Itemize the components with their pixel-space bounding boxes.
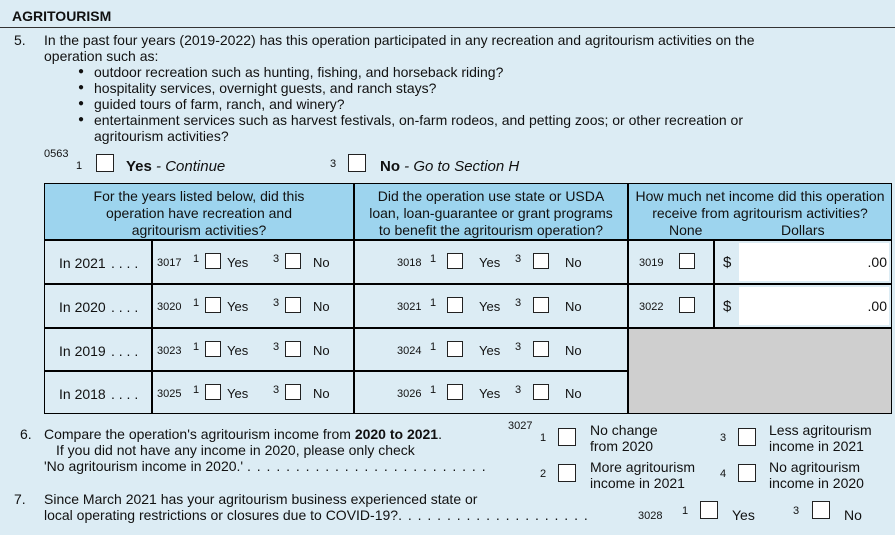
- q7-yes-label: Yes: [732, 507, 755, 523]
- no-label: No: [313, 299, 330, 314]
- q7-number: 7.: [14, 491, 26, 507]
- no-label: No: [565, 343, 582, 358]
- activity-yes-checkbox[interactable]: [205, 297, 221, 313]
- q5-bullet-continuation: agritourism activities?: [94, 128, 229, 144]
- no-label: No: [313, 343, 330, 358]
- loan-no-checkbox[interactable]: [533, 341, 549, 357]
- header-text: How much net income did this operation: [635, 188, 885, 204]
- q7-no-checkbox[interactable]: [812, 501, 830, 519]
- q5-bullet: ● guided tours of farm, ranch, and winery?: [94, 96, 345, 112]
- loan-yes-checkbox[interactable]: [447, 253, 463, 269]
- year-cell: [45, 372, 151, 413]
- header-dollars: Dollars: [781, 222, 825, 238]
- year-cell: [45, 285, 151, 327]
- section-divider: [0, 27, 895, 28]
- year-dots: . . . .: [111, 386, 139, 402]
- cents-label: .00: [867, 254, 887, 270]
- q7-no-number: 3: [793, 505, 800, 517]
- activity-cell: [153, 241, 353, 283]
- q6-no-change-checkbox[interactable]: [558, 428, 576, 446]
- q7-item-code: 3028: [638, 510, 663, 522]
- header-text: loan, loan-guarantee or grant programs: [369, 205, 613, 221]
- q7-yes-number: 1: [682, 505, 689, 517]
- header-text: Did the operation use state or USDA: [377, 188, 605, 204]
- no-number: 3: [515, 253, 522, 265]
- section-title: AGRITOURISM: [12, 8, 112, 24]
- header-text: to benefit the agritourism operation?: [378, 222, 604, 238]
- item-code: 3023: [157, 345, 182, 357]
- loan-no-checkbox[interactable]: [533, 297, 549, 313]
- income-disabled-area: [629, 329, 891, 413]
- loan-cell: [355, 329, 627, 370]
- item-code: 3020: [157, 301, 182, 313]
- yes-label: Yes: [479, 255, 501, 270]
- q7-text-line1: Since March 2021 has your agritourism business experienced state or: [44, 491, 478, 507]
- activity-yes-checkbox[interactable]: [205, 341, 221, 357]
- q6-no-income-checkbox[interactable]: [738, 464, 756, 482]
- dollars-cell: [715, 285, 891, 327]
- loan-yes-checkbox[interactable]: [447, 341, 463, 357]
- q6-option-label: income in 2021: [769, 438, 864, 454]
- yes-label: Yes: [227, 299, 249, 314]
- q6-option-label: from 2020: [590, 438, 654, 454]
- item-code: 3022: [639, 301, 664, 313]
- yes-number: 1: [430, 297, 437, 309]
- activity-no-checkbox[interactable]: [285, 384, 301, 400]
- yes-number: 1: [430, 384, 437, 396]
- activity-cell: [153, 329, 353, 370]
- activity-no-checkbox[interactable]: [285, 253, 301, 269]
- activity-yes-checkbox[interactable]: [205, 253, 221, 269]
- no-label: No: [313, 255, 330, 270]
- q6-text-post: .: [438, 426, 442, 442]
- dollar-sign: $: [723, 298, 732, 315]
- q6-text-line3-main: 'No agritourism income in 2020.': [44, 458, 244, 474]
- no-number: 3: [515, 341, 522, 353]
- year-cell: [45, 329, 151, 370]
- q5-no-label: No: [380, 158, 400, 175]
- q5-no-instruction: - Go to Section H: [404, 158, 520, 175]
- loan-yes-checkbox[interactable]: [447, 297, 463, 313]
- loan-no-checkbox[interactable]: [533, 253, 549, 269]
- q5-bullet: ● hospitality services, overnight guests, and ranch stays?: [94, 80, 436, 96]
- item-code: 3025: [157, 388, 182, 400]
- none-cell: [629, 285, 713, 327]
- q5-no-option: [380, 159, 519, 175]
- q5-number: 5.: [14, 32, 26, 48]
- loan-cell: [355, 372, 627, 413]
- item-code: 3017: [157, 257, 182, 269]
- no-label: No: [565, 386, 582, 401]
- dollar-sign: $: [723, 254, 732, 271]
- header-income: [629, 184, 891, 239]
- no-label: No: [565, 299, 582, 314]
- yes-number: 1: [430, 341, 437, 353]
- q6-option-label: No change: [590, 422, 658, 438]
- q6-number: 6.: [20, 426, 32, 442]
- q6-option-number: 1: [540, 432, 547, 444]
- header-text: receive from agritourism activities?: [652, 205, 868, 221]
- no-number: 3: [273, 253, 280, 265]
- year-dots: . . . .: [111, 299, 139, 315]
- q6-option-label: No agritourism: [769, 459, 861, 475]
- yes-label: Yes: [479, 386, 501, 401]
- yes-number: 1: [193, 341, 200, 353]
- yes-label: Yes: [227, 386, 249, 401]
- q6-text-line1: [44, 426, 442, 442]
- q6-option-number: 4: [720, 468, 727, 480]
- item-code: 3021: [397, 301, 422, 313]
- q5-no-number: 3: [330, 158, 337, 170]
- q5-text-line1: In the past four years (2019-2022) has this operation participated in any recreation and agritourism activities on the: [44, 32, 755, 48]
- q5-yes-instruction: - Continue: [156, 158, 226, 175]
- q7-no-label: No: [844, 507, 862, 523]
- q5-yes-option: [126, 159, 225, 175]
- year-label: In 2018: [59, 386, 106, 402]
- q5-no-checkbox[interactable]: [348, 154, 366, 172]
- q6-option-label: Less agritourism: [769, 422, 872, 438]
- no-label: No: [313, 386, 330, 401]
- q5-yes-number: 1: [76, 160, 83, 172]
- q6-text-line2: If you did not have any income in 2020, please only check: [56, 442, 415, 458]
- income-2020-input[interactable]: [739, 287, 889, 325]
- activity-cell: [153, 285, 353, 327]
- q6-option-number: 3: [720, 432, 727, 444]
- loan-no-checkbox[interactable]: [533, 384, 549, 400]
- q6-option-label: income in 2021: [590, 475, 685, 491]
- item-code: 3018: [397, 257, 422, 269]
- no-label: No: [565, 255, 582, 270]
- q6-item-code: 3027: [508, 420, 533, 432]
- year-label: In 2020: [59, 299, 106, 315]
- year-dots: . . . .: [111, 255, 139, 271]
- loan-cell: [355, 285, 627, 327]
- q5-yes-checkbox[interactable]: [96, 154, 114, 172]
- q5-bullet: ● entertainment services such as harvest festivals, on-farm rodeos, and petting zoos; or other recreation or: [94, 112, 743, 128]
- no-number: 3: [273, 297, 280, 309]
- yes-label: Yes: [479, 343, 501, 358]
- header-loans: [355, 184, 627, 239]
- dollars-cell: [715, 241, 891, 283]
- none-cell: [629, 241, 713, 283]
- q7-text-line2: [44, 507, 589, 523]
- no-number: 3: [515, 384, 522, 396]
- yes-number: 1: [193, 253, 200, 265]
- yes-number: 1: [193, 384, 200, 396]
- year-label: In 2019: [59, 343, 106, 359]
- year-label: In 2021: [59, 255, 106, 271]
- q6-option-label: More agritourism: [590, 459, 696, 475]
- income-2021-input[interactable]: [739, 243, 889, 281]
- q7-text-line2-main: local operating restrictions or closures due to COVID-19?: [44, 507, 399, 523]
- q5-item-code: 0563: [44, 148, 69, 160]
- q6-text-bold: 2020 to 2021: [354, 426, 439, 442]
- activity-no-checkbox[interactable]: [285, 297, 301, 313]
- income-none-checkbox[interactable]: [679, 297, 695, 313]
- q6-option-number: 2: [540, 468, 547, 480]
- yes-number: 1: [430, 253, 437, 265]
- header-activities: [45, 184, 353, 239]
- yes-number: 1: [193, 297, 200, 309]
- loan-yes-checkbox[interactable]: [447, 384, 463, 400]
- q6-option-label: income in 2020: [769, 475, 864, 491]
- q6-leader-dots: . . . . . . . . . . . . . . . . . . . . . . . . .: [247, 458, 487, 474]
- q5-yes-label: Yes: [126, 158, 152, 175]
- header-none: None: [669, 222, 703, 238]
- year-cell: [45, 241, 151, 283]
- header-text: agritourism activities?: [131, 222, 267, 238]
- yes-label: Yes: [227, 343, 249, 358]
- year-dots: . . . .: [111, 343, 139, 359]
- no-number: 3: [273, 384, 280, 396]
- yes-label: Yes: [227, 255, 249, 270]
- q6-text-pre: Compare the operation's agritourism income from: [44, 426, 355, 442]
- cents-label: .00: [867, 298, 887, 314]
- agritourism-table: [44, 183, 892, 414]
- q6-more-income-checkbox[interactable]: [558, 464, 576, 482]
- no-number: 3: [273, 341, 280, 353]
- activity-yes-checkbox[interactable]: [205, 384, 221, 400]
- q7-yes-checkbox[interactable]: [700, 501, 718, 519]
- q6-less-income-checkbox[interactable]: [738, 428, 756, 446]
- q7-leader-dots: . . . . . . . . . . . . . . . . . . . .: [398, 507, 589, 523]
- yes-label: Yes: [479, 299, 501, 314]
- q6-text-line3: [44, 458, 487, 474]
- activity-no-checkbox[interactable]: [285, 341, 301, 357]
- item-code: 3026: [397, 388, 422, 400]
- loan-cell: [355, 241, 627, 283]
- header-text: For the years listed below, did this: [93, 188, 305, 204]
- item-code: 3024: [397, 345, 422, 357]
- header-text: operation have recreation and: [105, 205, 293, 221]
- q5-text-line2: operation such as:: [44, 48, 159, 64]
- activity-cell: [153, 372, 353, 413]
- no-number: 3: [515, 297, 522, 309]
- income-none-checkbox[interactable]: [679, 253, 695, 269]
- item-code: 3019: [639, 257, 664, 269]
- q5-bullet: ● outdoor recreation such as hunting, fishing, and horseback riding?: [94, 64, 503, 80]
